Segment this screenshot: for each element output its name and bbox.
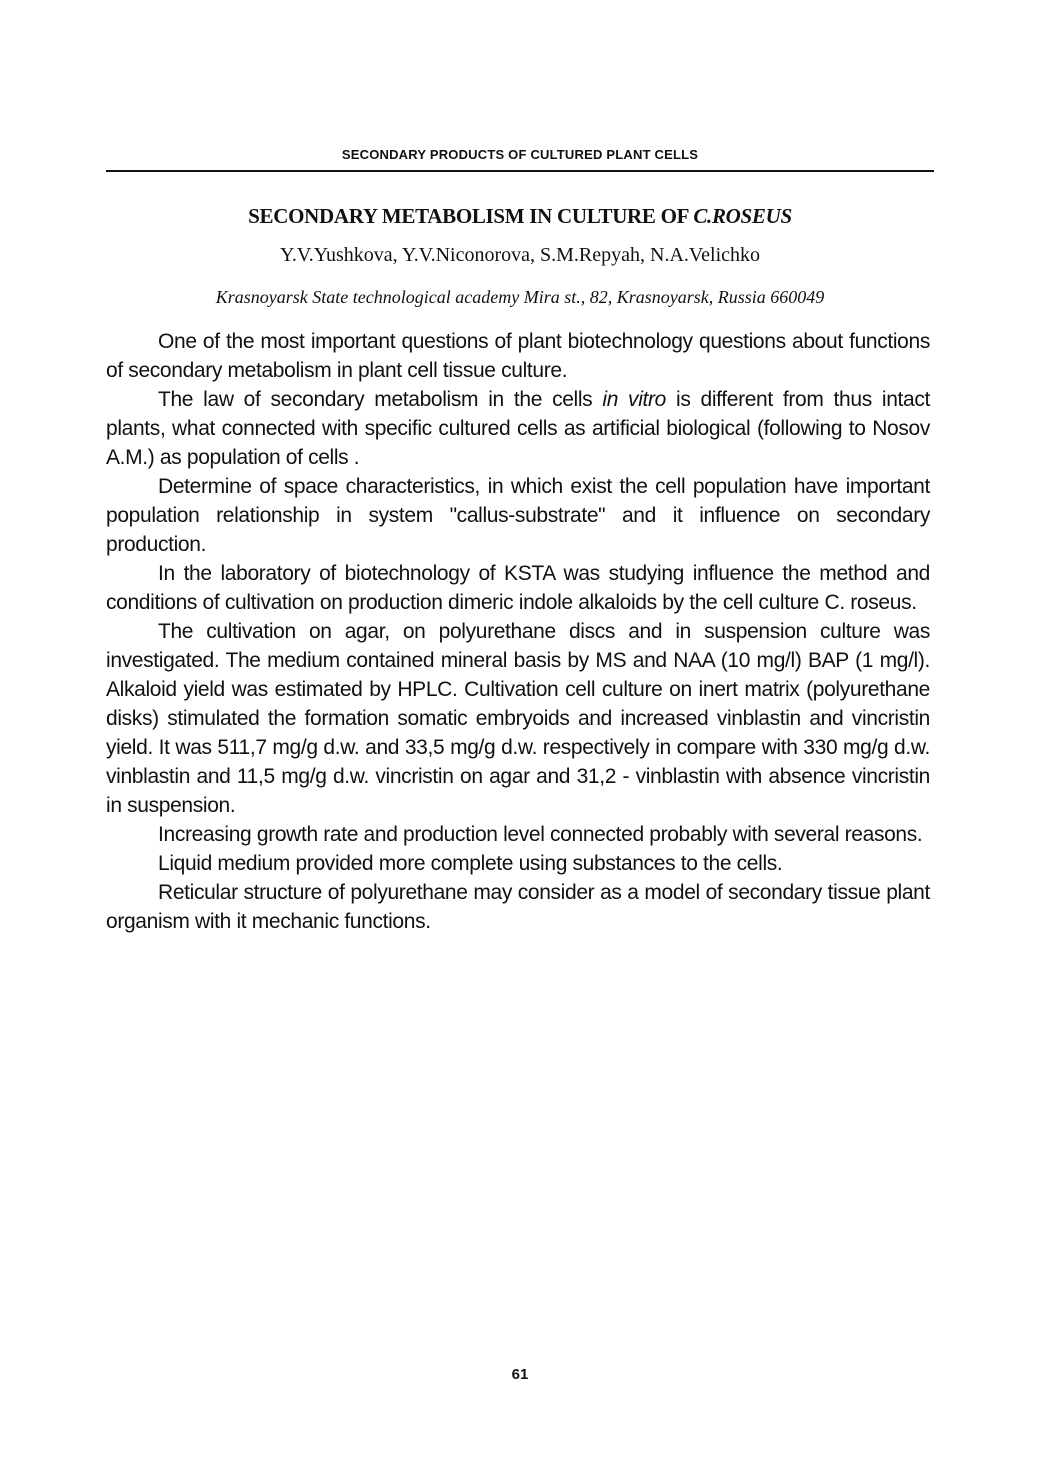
running-head: SECONDARY PRODUCTS OF CULTURED PLANT CELLS [341, 147, 699, 162]
paragraph: Liquid medium provided more complete using substances to the cells. [158, 852, 783, 875]
paragraph: Increasing growth rate and production level connected probably with several reasons. [158, 823, 923, 846]
paragraph: Reticular structure of polyurethane may consider as a model of secondary tissue plant organism with it mechanic functions. [106, 881, 930, 933]
paragraph: One of the most important questions of plant biotechnology questions about functions of secondary metabolism in plant cell tissue culture. [106, 330, 930, 382]
author-list: Y.V.Yushkova, Y.V.Niconorova, S.M.Repyah, N.A.Velichko [280, 244, 760, 266]
paragraph-text: is different from thus intact plants, what connected with specific cultured cells as artificial biological (following to Nosov A.M.) as population of cells . [106, 388, 930, 469]
page-number: 61 [511, 1366, 529, 1383]
paragraph-emphasis: in vitro [602, 388, 666, 411]
article-title-species: C.ROSEUS [693, 204, 792, 228]
article-body [106, 327, 930, 936]
affiliation: Krasnoyarsk State technological academy Mira st., 82, Krasnoyarsk, Russia 660049 [215, 287, 825, 307]
paragraph-text: The law of secondary metabolism in the cells [158, 388, 603, 411]
paragraph [106, 385, 930, 472]
paragraph: The cultivation on agar, on polyurethane discs and in suspension culture was investigated. The medium contained mineral basis by MS and NAA (10 mg/l) BAP (1 mg/l). Alkaloid yield was estimated by HPLC. Cultivation cell culture on inert matrix (polyurethane disks) stimulated the formation somatic embryoids and increased vinblastin and vincristin yield. It was 511,7 mg/g d.w. and 33,5 mg/g d.w. respectively in compare with 330 mg/g d.w. vinblastin and 11,5 mg/g d.w. vincristin on agar and 31,2 - vinblastin with absence vincristin in suspension. [106, 620, 930, 817]
paragraph: In the laboratory of biotechnology of KSTA was studying influence the method and conditions of cultivation on production dimeric indole alkaloids by the cell culture C. roseus. [106, 562, 930, 614]
article-title [106, 204, 934, 229]
article-title-prefix: SECONDARY METABOLISM IN CULTURE OF [248, 204, 694, 228]
paragraph: Determine of space characteristics, in which exist the cell population have important population relationship in system "callus-substrate" and it influence on secondary production. [106, 475, 930, 556]
header-rule [106, 170, 934, 172]
